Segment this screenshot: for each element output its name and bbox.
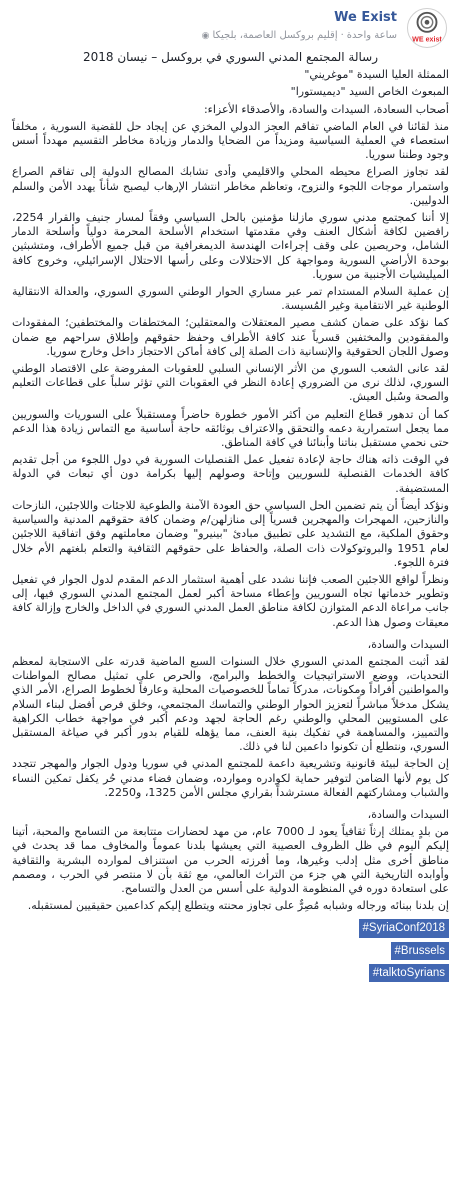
paragraph: لقد أثبت المجتمع المدني السوري خلال السنوات السبع الماضية قدرته على الاستجابة لمعظم التحديات، ووضع الاستراتيجيات والخطط والبرامج، والحرص على تمثيل مصالح المواطنات والمواطنين أفراداً ومكونات، مدركاً تماماً للخصوصيات المحلية وعارفاً لخطوط الصراع، الأمر الذي يشكل مدخلاً مباشراً لتعزيز الحوار الوطني والتماسك المجتمعي، وخلق فرص أفضل لبناء السلام على المستويين المحلي والوطني رغم الحاجة لجهد ودعم أكبر في مواجهة خطاب الكراهية والتمييز، والمساهمة في تفكيك بنية العنف، مما يؤهله للقيام بدور أكبر في صياغة المستقبل السوري، ونتطلع أن تكونوا داعمين لنا في ذلك. xyxy=(12,654,449,754)
post-time[interactable]: ساعة واحدة xyxy=(346,30,397,41)
hashtag-link[interactable]: #SyriaConf2018 xyxy=(359,919,449,937)
page-name-link[interactable]: We Exist xyxy=(334,10,397,25)
paragraph: ونؤكد أيضاً أن يتم تضمين الحل السياسي حق العودة الآمنة والطوعية للاجئات واللاجئين، النازحات والنازحين، المهجرات والمهجرين قسرياً إلى منازلهن/م وضمان كافة حقوقهم المدنية والسياسية وحقوق الملكية، مع التشديد على تطبيق مبادئ "بينيرو" وضمان معاملتهم وفق اتفاقية اللاجئين لعام 1951 والبروتوكولات ذات الصلة، والحفاظ على حقوقهم الثقافية والتعلم بلغتهم الأم خلال فترة اللجوء. xyxy=(12,498,449,569)
section-salutation: السيدات والسادة، xyxy=(367,637,449,651)
globe-icon: ◉ xyxy=(201,30,210,41)
salutation: أصحاب السعادة، السيدات والسادة، والأصدقاء الأعزاء: xyxy=(203,102,449,116)
hashtag-link[interactable]: #talktoSyrians xyxy=(369,964,449,982)
paragraph: إن بلدنا ببنائه ورجاله وشبابه مُصِرٌّ على تجاوز محنته ويتطلع إليكم كداعمين حقيقيين لمستقبله. xyxy=(27,899,449,913)
section-salutation: السيدات والسادة، xyxy=(367,807,449,821)
hashtag-list xyxy=(12,917,449,984)
paragraph: في الوقت ذاته هناك حاجة لإعادة تفعيل عمل القنصليات السورية في دول اللجوء من أجل تقديم كافة الخدمات القنصلية للسوريين وإتاحة وصولهم إليها بكرامة دون أي تبعات في الدولة المستضيفة. xyxy=(12,453,449,495)
meta-separator: · xyxy=(340,30,344,41)
paragraph: ونظراً لواقع اللاجئين الصعب فإننا نشدد على أهمية استثمار الدعم المقدم لدول الجوار في تفعيل وتطوير خدماتها تجاه السوريين وإعطاء مساحة أكبر لعمل المجتمع المدني السوري فيها، إلى جانب مراعاة الدعم المتوازن لكافة مناطق العمل المدني السوري في الداخل والخارج وإزالة كافة معيقات وصول هذا الدعم. xyxy=(12,572,449,629)
paragraph: لقد تجاوز الصراع محيطه المحلي والاقليمي وأدى تشابك المصالح الدولية إلى تفاقم الصراع واستمرار موجات اللجوء والنزوح، وتعاظم مخاطر انتشار الإرهاب ليصبح شأناً يهدد الأمن والسلم الدوليين. xyxy=(12,165,449,207)
post-location[interactable]: إقليم بروكسل العاصمة، بلجيكا xyxy=(212,30,338,41)
letter-title: رسالة المجتمع المدني السوري في بروكسل – نيسان 2018 xyxy=(82,50,379,64)
paragraph: من بلدٍ يمتلك إرثاً ثقافياً يعود لـ 7000 عام، من مهد لحضارات متتابعة من التسامح والمحبة، أتينا إليكم اليوم في ظل الظروف العصيبة التي يعيشها بلدنا عموماً والمخاوف مما قد يحدث في مناطق أخرى مثل إدلب وغيرها، وما أفرزته الحرب من استنزاف لموارده البشرية والثقافية وأوابده التاريخية التي هي جزء من التراث العالمي، مع ثقة بأن لا منتصر في الحرب ، ومصمم على استعادة دوره في المنظومة الدولية على أسس من العدل والتسامح. xyxy=(12,825,449,895)
paragraph: كما أن تدهور قطاع التعليم من أكثر الأمور خطورة حاضراً ومستقبلاً على السوريات والسوريين مما يجعل استمرارية دعمه والتحقق والاعتراف بوثائقه حاجة أساسية مع التماس زيادة هذا الدعم حتى نحمي مستقبل بناتنا وأبنائنا في كافة المناطق. xyxy=(12,407,449,450)
post-meta xyxy=(202,30,397,41)
paragraph: منذ لقائنا في العام الماضي تفاقم العجز الدولي المخزي عن إيجاد حل للقضية السورية ، مخلفاً استعصاء في العملية السياسية ومزيداً من الضحايا والدمار وزيادة مخاطر التقسيم مهدداً أسس وجود وطننا سوريا. xyxy=(12,119,449,162)
hashtag-link[interactable]: #Brussels xyxy=(391,942,450,960)
paragraph: إلا أننا كمجتمع مدني سوري مازلنا مؤمنين بالحل السياسي وفقاً لمسار جنيف والقرار 2254، رافضين لكافة أشكال العنف وفي مقدمتها استخدام الأسلحة المحرمة دولياً وأسلحة الدمار الشامل، وحريصين على وقف إجراءات الهندسة الديمغرافية من قبل جميع الأطراف، ومتشبثين بوحدة الأراضي السورية ومواجهة كل الاحتلالات وعلى رأسها الاحتلال الإسرائيلي، وخروج كافة الميليشيات الأجنبية من سوريا. xyxy=(12,211,449,281)
logo-text: WE exist xyxy=(412,35,442,44)
paragraph: كما نؤكد على ضمان كشف مصير المعتقلات والمعتقلين؛ المختطفات والمختطفين؛ المفقودات والمفقودين والمختفين قسرياً عند كافة الأطراف وحفظ حقوقهم وإطلاق سراحهم مع ضمان وصول اللجان الحقوقية والإنسانية ذات الصلة إلى كافة أماكن الاحتجاز داخل وخارج سوريا. xyxy=(12,316,449,358)
post-body xyxy=(8,50,453,984)
addressee-1: الممثلة العليا السيدة "موغريني" xyxy=(304,68,449,82)
paragraph: لقد عانى الشعب السوري من الأثر الإنساني السلبي للعقوبات المفروضة على الاقتصاد الوطني السوري، لذلك نرى من الضروري إعادة النظر في العقوبات التي تؤثر سلباً على قطاعات التعليم والصحة وسُبل العيش. xyxy=(12,362,449,404)
page-avatar[interactable] xyxy=(407,8,447,48)
we-exist-logo xyxy=(408,9,446,47)
paragraph: إن عملية السلام المستدام تمر عبر مساري الحوار الوطني السوري السوري، والعدالة الانتقالية الوطنية غير الانتقامية وغير المُسيسة. xyxy=(12,285,449,313)
paragraph: إن الحاجة لبيئة قانونية وتشريعية داعمة للمجتمع المدني في سوريا ودول الجوار والمهجر تتجدد كل يوم لأنها الضامن لتوفير حماية لكوادره وموارده، وضمان فضاء مدني حُر يكفل تمكين النساء والشباب ومشاركتهم الفعالة مسترشداً بقراري مجلس الأمن 1325، و2250. xyxy=(12,757,449,799)
post-header xyxy=(8,0,453,50)
addressee-2: المبعوث الخاص السيد "ديميستورا" xyxy=(290,85,449,99)
